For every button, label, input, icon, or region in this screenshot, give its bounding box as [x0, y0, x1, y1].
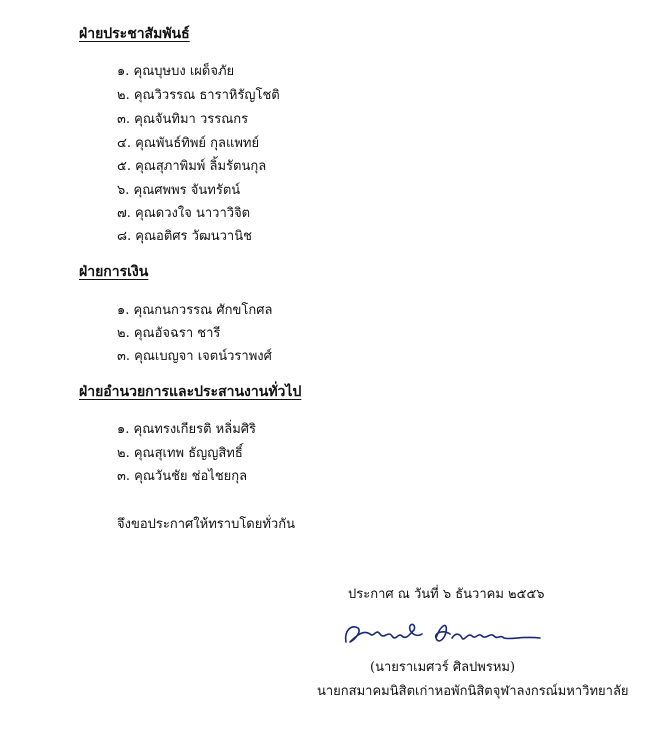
list-item: ๒. คุณอัจฉรา ชารี: [117, 326, 221, 341]
list-item: ๑. คุณทรงเกียรติ หลิ่มศิริ: [117, 422, 257, 437]
announcement-date: ประกาศ ณ วันที่ ๖ ธันวาคม ๒๕๕๖: [348, 587, 545, 602]
section-heading-finance: ฝ่ายการเงิน: [79, 264, 149, 280]
signatory-name: (นายราเมศวร์ ศิลปพรหม): [370, 660, 516, 675]
signatory-position: นายกสมาคมนิสิตเก่าหอพักนิสิตจุฬาลงกรณ์มหาวิทยาลัย: [317, 684, 629, 699]
list-item: ๓. คุณจันทิมา วรรณกร: [117, 112, 249, 127]
section-heading-public-relations: ฝ่ายประชาสัมพันธ์: [79, 26, 190, 42]
list-item: ๔. คุณพันธ์ทิพย์ กุลแพทย์: [117, 136, 260, 151]
list-item: ๘. คุณอติศร วัฒนวานิช: [117, 229, 252, 244]
list-item: ๑. คุณบุษบง เผด็จภัย: [117, 64, 235, 79]
closing-text: จึงขอประกาศให้ทราบโดยทั่วกัน: [117, 517, 295, 532]
list-item: ๒. คุณวิวรรณ ธาราหิรัญโชติ: [117, 88, 280, 103]
list-item: ๒. คุณสุเทพ ธัญญสิทธิ์: [117, 446, 243, 461]
list-item: ๑. คุณกนกวรรณ ศักขโกศล: [117, 303, 273, 318]
list-item: ๓. คุณวันชัย ช่อไชยกุล: [117, 469, 248, 484]
section-heading-administration: ฝ่ายอำนวยการและประสานงานทั่วไป: [79, 384, 302, 400]
list-item: ๗. คุณดวงใจ นาวาวิจิต: [117, 206, 251, 221]
signature-image: [340, 616, 545, 650]
list-item: ๖. คุณศพพร จันทรัตน์: [117, 183, 241, 198]
list-item: ๓. คุณเบญจา เจตน์วราพงศ์: [117, 349, 272, 364]
list-item: ๕. คุณสุภาพิมพ์ ลิ้มรัตนกุล: [117, 159, 267, 174]
